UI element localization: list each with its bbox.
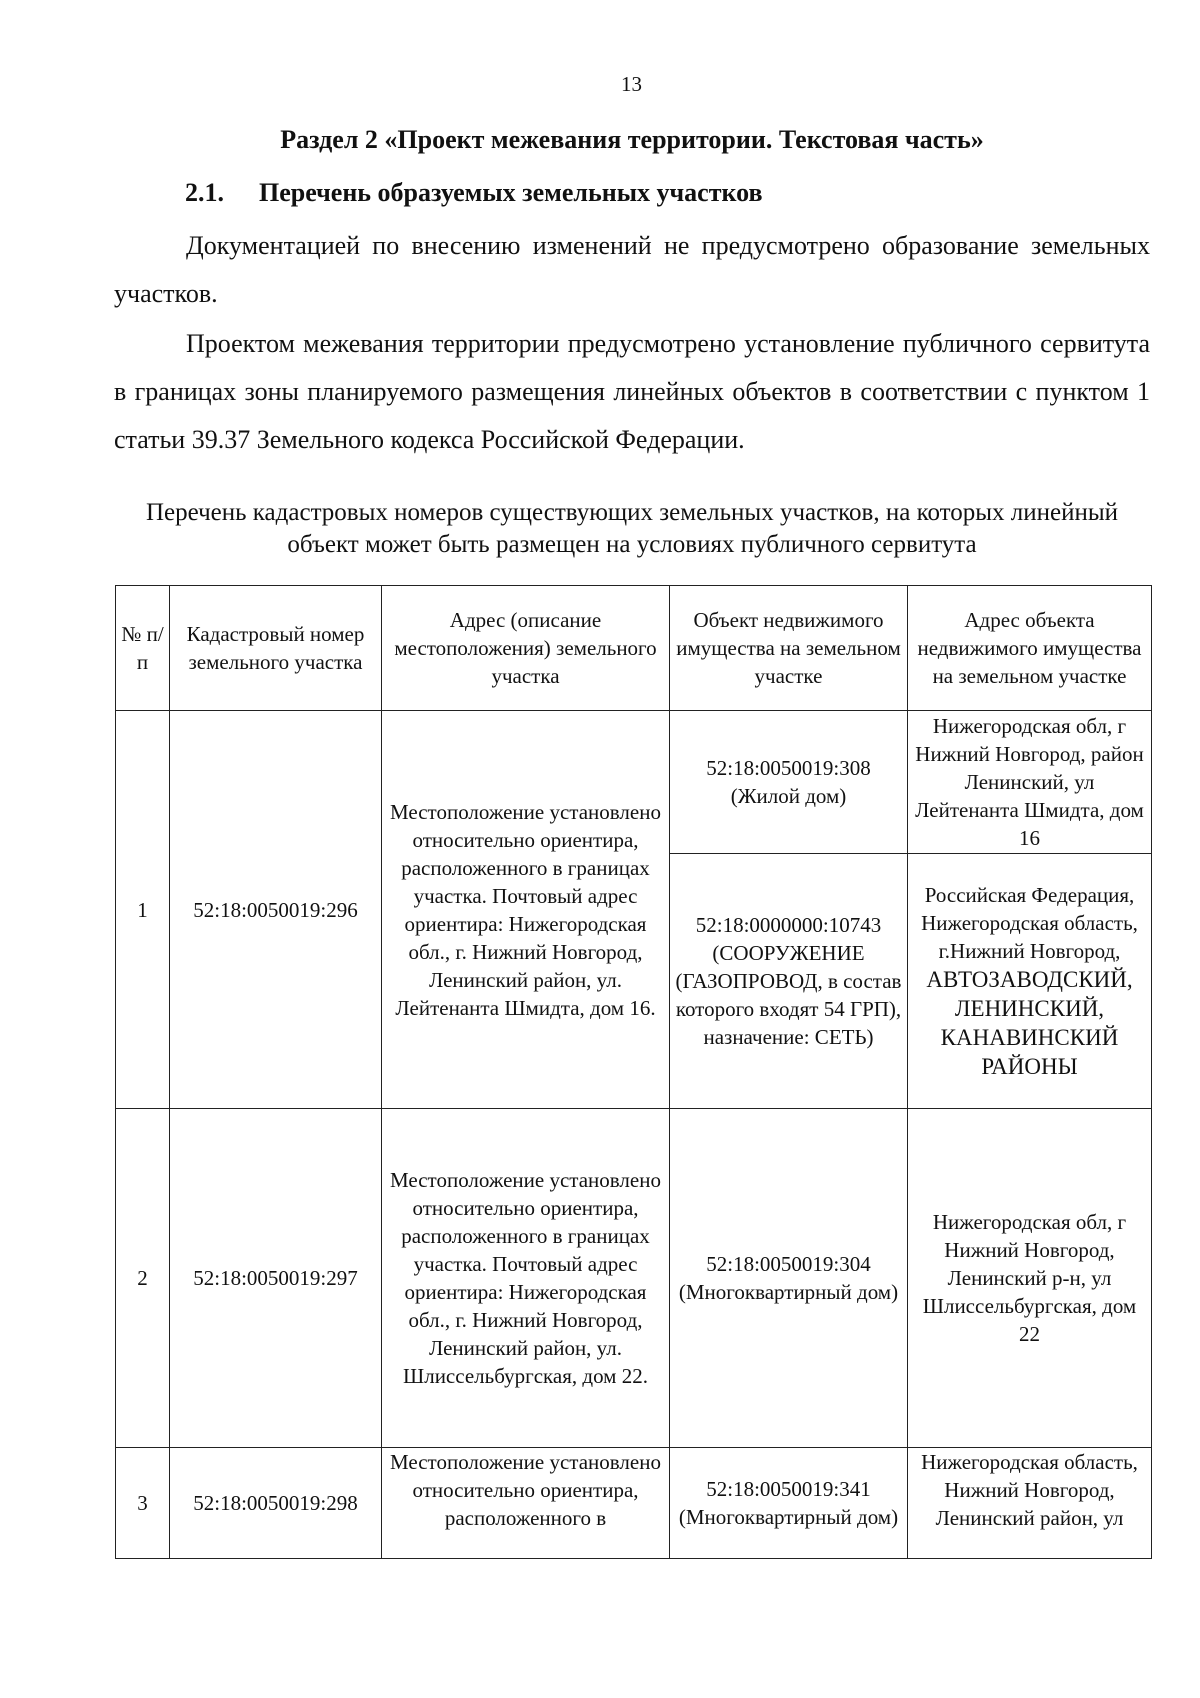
land-address: Местоположение установлено относительно ориентира, расположенного в границах участка. Почтовый адрес ориентира: Нижегородская обл., г. Нижний Новгород, Ленинский район, ул. Лейтенанта Шмидта, дом 16. — [382, 711, 670, 1109]
page-number: 13 — [621, 72, 642, 96]
land-address-text: Местоположение установлено относительно ориентира, расположенного в — [390, 1450, 661, 1530]
object-address-text: Нижегородская область, Нижний Новгород, Ленинский район, ул — [921, 1450, 1138, 1530]
table-row — [116, 1109, 1152, 1448]
real-estate-object: 52:18:0050019:341 (Многоквартирный дом) — [670, 1448, 908, 1559]
object-address-part: Российская Федерация, Нижегородская область, г.Нижний Новгород, — [921, 883, 1138, 963]
cadastral-table — [115, 585, 1152, 1559]
subsection-title: Перечень образуемых земельных участков — [259, 178, 763, 207]
row-number: 1 — [116, 711, 170, 1109]
object-address: Нижегородская обл, г Нижний Новгород, район Ленинский, ул Лейтенанта Шмидта, дом 16 — [908, 711, 1152, 854]
object-address-districts: АВТОЗАВОДСКИЙ, ЛЕНИНСКИЙ, КАНАВИНСКИЙ РАЙОНЫ — [926, 967, 1133, 1079]
header-land-address: Адрес (описание местоположения) земельного участка — [382, 586, 670, 711]
header-number: № п/п — [116, 586, 170, 711]
header-object-address: Адрес объекта недвижимого имущества на земельном участке — [908, 586, 1152, 711]
header-cadastral-number: Кадастровый номер земельного участка — [170, 586, 382, 711]
subsection-heading — [185, 178, 763, 208]
row-number: 2 — [116, 1109, 170, 1448]
table-row — [116, 1448, 1152, 1559]
real-estate-object: 52:18:0000000:10743 (СООРУЖЕНИЕ (ГАЗОПРОВОД, в состав которого входят 54 ГРП), назначение: СЕТЬ) — [670, 854, 908, 1109]
object-address — [908, 1448, 1152, 1559]
paragraph-servitude: Проектом межевания территории предусмотрено установление публичного сервитута в границах зоны планируемого размещения линейных объектов в соответствии с пунктом 1 статьи 39.37 Земельного кодекса Российской Федерации. — [114, 329, 1150, 454]
subsection-number: 2.1. — [185, 178, 224, 207]
cadastral-number: 52:18:0050019:298 — [170, 1448, 382, 1559]
cadastral-number: 52:18:0050019:296 — [170, 711, 382, 1109]
land-address: Местоположение установлено относительно ориентира, расположенного в границах участка. Почтовый адрес ориентира: Нижегородская обл., г. Нижний Новгород, Ленинский район, ул. Шлиссельбургская, дом 22. — [382, 1109, 670, 1448]
section-title: Раздел 2 «Проект межевания территории. Текстовая часть» — [280, 125, 984, 154]
object-address: Нижегородская обл, г Нижний Новгород, Ленинский р-н, ул Шлиссельбургская, дом 22 — [908, 1109, 1152, 1448]
table-row — [116, 711, 1152, 854]
cadastral-number: 52:18:0050019:297 — [170, 1109, 382, 1448]
row-number: 3 — [116, 1448, 170, 1559]
real-estate-object: 52:18:0050019:308 (Жилой дом) — [670, 711, 908, 854]
real-estate-object: 52:18:0050019:304 (Многоквартирный дом) — [670, 1109, 908, 1448]
table-caption: Перечень кадастровых номеров существующих земельных участков, на которых линейный объект может быть размещен на условиях публичного сервитута — [145, 499, 1119, 558]
table-header-row — [116, 586, 1152, 711]
paragraph-no-formation: Документацией по внесению изменений не предусмотрено образование земельных участков. — [114, 231, 1150, 308]
land-address — [382, 1448, 670, 1559]
object-address — [908, 854, 1152, 1109]
header-real-estate-object: Объект недвижимого имущества на земельном участке — [670, 586, 908, 711]
